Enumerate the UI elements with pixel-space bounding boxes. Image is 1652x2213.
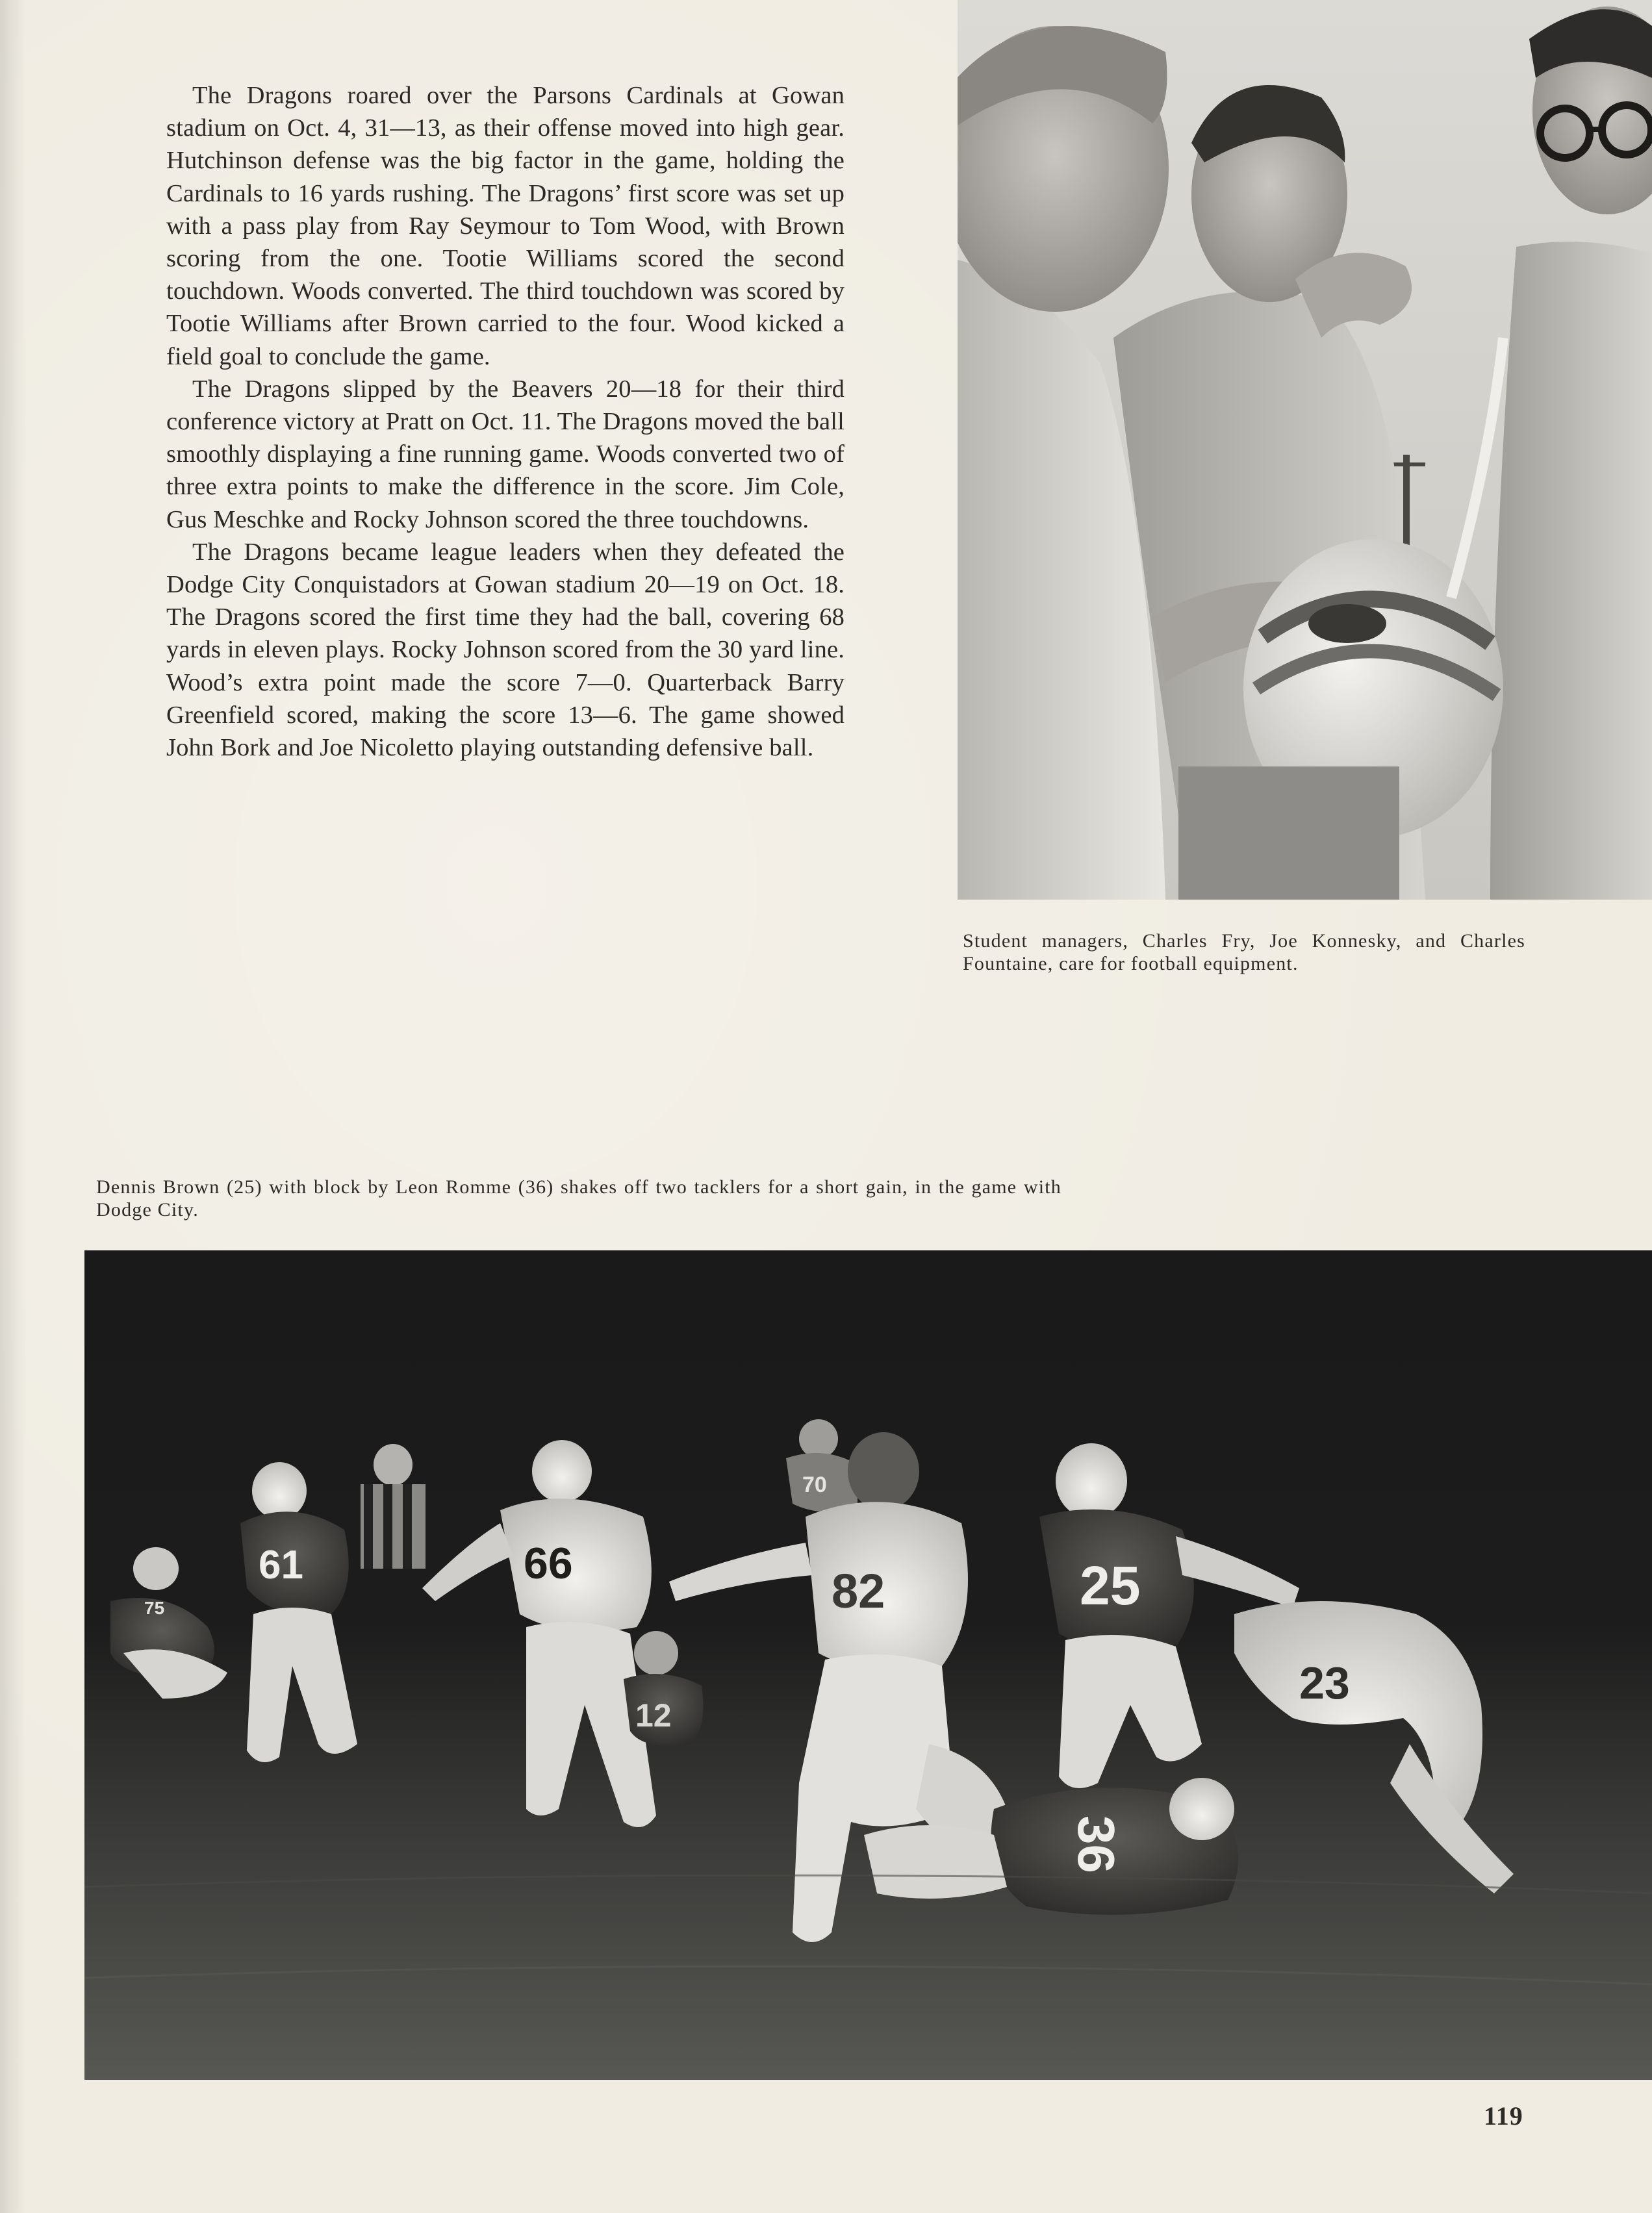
jersey-number-23: 23 [1299, 1658, 1350, 1708]
jersey-number-61: 61 [259, 1543, 303, 1587]
student-managers-illustration [958, 0, 1652, 900]
article-paragraph-dodge-city: The Dragons became league leaders when they defeated the Dodge City Conquistadors at Gowan stadium 20—19 on Oct. 18. The Dragons scored the first time they had the ball, covering 68 yards in eleven plays. Rocky Johnson scored from the 30 yard line. Wood’s extra point made the score 7—0. Quarterback Barry Greenfield scored, making the score 13—6. The game showed John Bork and Joe Nicoletto playing outstanding defensive ball. [166, 538, 845, 762]
article-paragraph-pratt: The Dragons slipped by the Beavers 20—18 for their third conference victory at Pratt on Oct. 11. The Dragons moved the ball smoothly displaying a fine running game. Woods converted two of three extra points to make the difference in the score. Jim Cole, Gus Meschke and Rocky Johnson scored the three touchdowns. [166, 375, 845, 533]
student-managers-photo [958, 0, 1652, 900]
jersey-number-66: 66 [524, 1539, 573, 1588]
article-paragraph-parsons: The Dragons roared over the Parsons Cardinals at Gowan stadium on Oct. 4, 31—13, as their offense moved into high gear. Hutchinson defense was the big factor in the game, holding the Cardinals to 16 yards rushing. The Dragons’ first score was set up with a pass play from Ray Seymour to Tom Wood, with Brown scoring from the one. Tootie Williams scored the second touchdown. Woods converted. The third touchdown was scored by Tootie Williams after Brown carried to the four. Wood kicked a field goal to conclude the game. [166, 82, 845, 370]
page-number: 119 [1484, 2101, 1523, 2131]
jersey-number-75: 75 [144, 1598, 165, 1618]
football-game-illustration [84, 1250, 1652, 2080]
article-body [166, 79, 845, 764]
football-game-photo [84, 1250, 1652, 2080]
jersey-number-82: 82 [832, 1564, 885, 1618]
jersey-number-36: 36 [1067, 1815, 1125, 1873]
dennis-brown-caption: Dennis Brown (25) with block by Leon Romme (36) shakes off two tacklers for a short gain, in the game with Dodge City. [96, 1176, 1061, 1220]
page-gutter-shadow [0, 0, 26, 2213]
jersey-number-70: 70 [802, 1473, 827, 1497]
jersey-number-25: 25 [1080, 1555, 1141, 1616]
jersey-number-12: 12 [635, 1697, 672, 1734]
managers-caption: Student managers, Charles Fry, Joe Konnesky, and Charles Fountaine, care for football equipment. [963, 930, 1525, 974]
